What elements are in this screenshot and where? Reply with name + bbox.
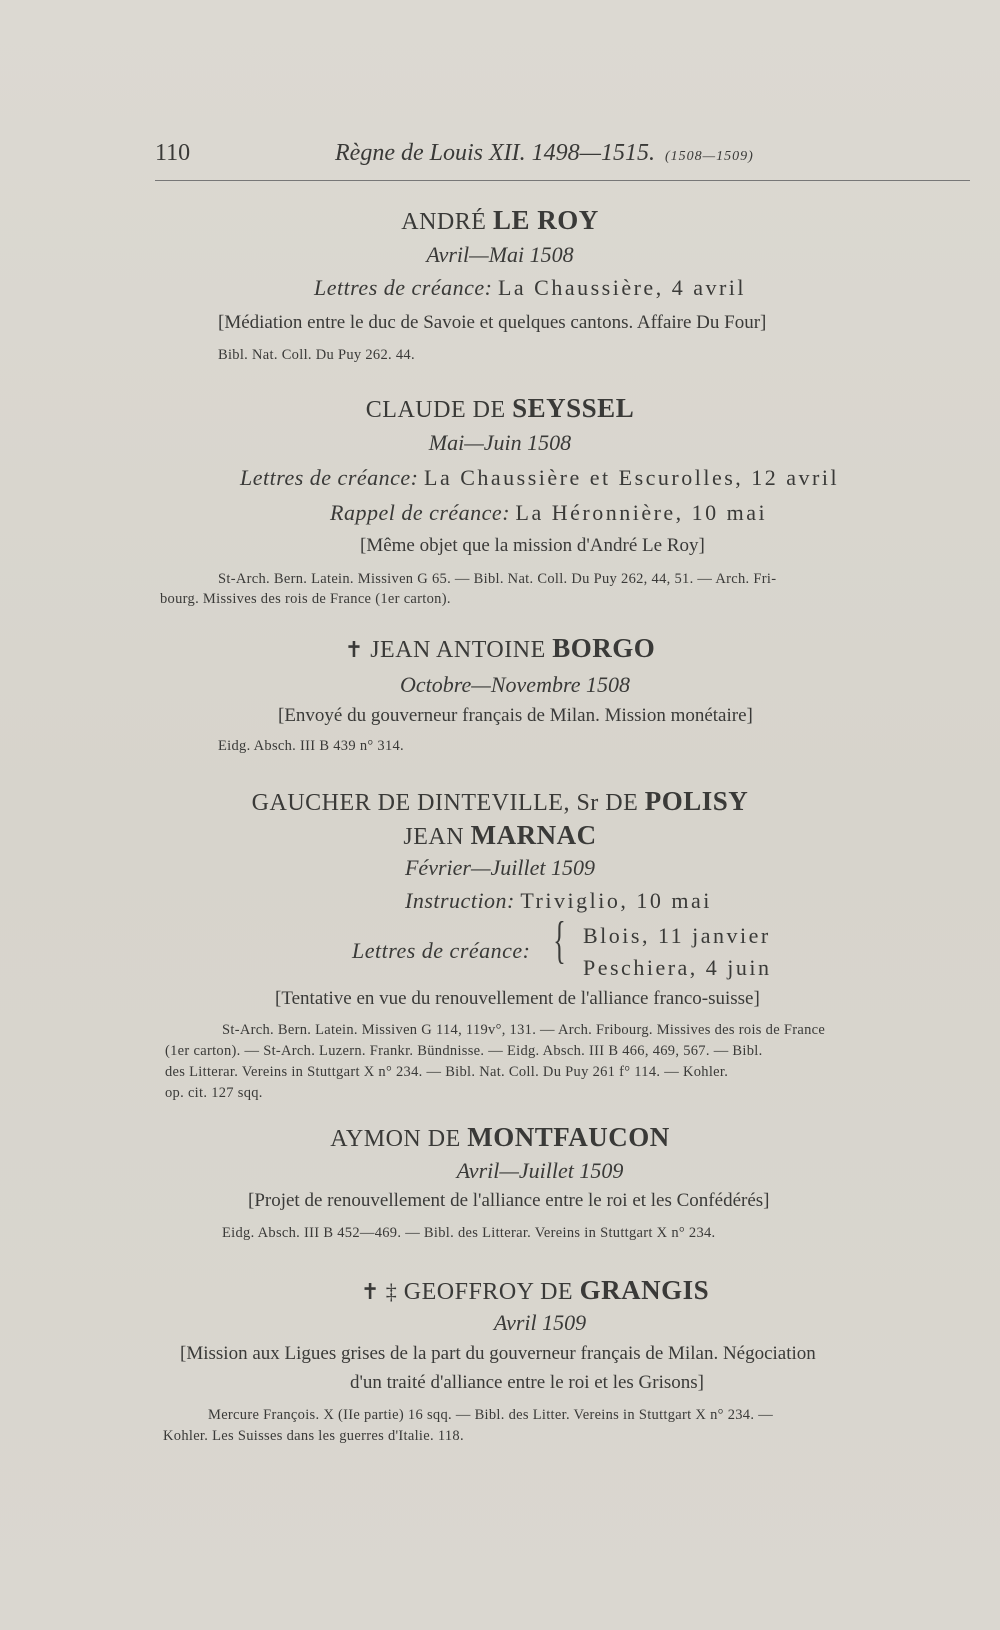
credentials-value: Blois, 11 janvier [583, 923, 771, 948]
source-reference: op. cit. 127 sqq. [165, 1085, 263, 1101]
entry-period: Octobre—Novembre 1508 [400, 672, 630, 697]
source-reference: (1er carton). — St-Arch. Luzern. Frankr. Bündnisse. — Eidg. Absch. III B 466, 469, 567. — Bibl. [165, 1043, 763, 1059]
running-header [155, 140, 970, 181]
mission-note: [Projet de renouvellement de l'alliance entre le roi et les Confédérés] [248, 1190, 770, 1211]
mission-note: [Même objet que la mission d'André Le Roy] [360, 535, 705, 556]
entry-name: AYMON DE MONTFAUCON [330, 1122, 670, 1152]
source-reference: St-Arch. Bern. Latein. Missiven G 65. — Bibl. Nat. Coll. Du Puy 262, 44, 51. — Arch. Fri- [218, 571, 777, 587]
credentials-line: Lettres de créance: La Chaussière et Escurolles, 12 avril [240, 465, 840, 490]
entry-period: Février—Juillet 1509 [404, 855, 595, 880]
deceased-cross-icon: ✝ ‡ [360, 1279, 398, 1304]
source-reference: Bibl. Nat. Coll. Du Puy 262. 44. [218, 347, 415, 363]
entry-period: Avril 1509 [493, 1310, 587, 1335]
credentials-line: Lettres de créance: La Chaussière, 4 avril [313, 275, 747, 300]
entry-period: Mai—Juin 1508 [428, 430, 572, 455]
running-title: Règne de Louis XII. 1498—1515. (1508—1509) [335, 140, 754, 166]
recall-line: Rappel de créance: La Héronnière, 10 mai [330, 500, 768, 525]
source-reference: Kohler. Les Suisses dans les guerres d'Italie. 118. [163, 1428, 464, 1444]
entry-name: ANDRÉ LE ROY [401, 205, 599, 235]
entry-name-second: JEAN MARNAC [403, 820, 597, 850]
entry-period: Avril—Juillet 1509 [456, 1158, 624, 1183]
source-reference: Mercure François. X (IIe partie) 16 sqq. — Bibl. des Litter. Vereins in Stuttgart X n° 234. — [208, 1407, 773, 1423]
credentials-value: Peschiera, 4 juin [583, 955, 772, 980]
running-dates: (1508—1509) [664, 149, 754, 164]
entry-period: Avril—Mai 1508 [426, 242, 574, 267]
page-number: 110 [155, 140, 191, 166]
mission-note: [Envoyé du gouverneur français de Milan. Mission monétaire] [278, 705, 753, 726]
mission-note: [Mission aux Ligues grises de la part du gouverneur français de Milan. Négociation [180, 1343, 816, 1364]
source-reference: des Litterar. Vereins in Stuttgart X n° 234. — Bibl. Nat. Coll. Du Puy 261 f° 114. — Kohler. [165, 1064, 729, 1080]
source-reference: Eidg. Absch. III B 452—469. — Bibl. des Litterar. Vereins in Stuttgart X n° 234. [222, 1225, 716, 1241]
source-reference: St-Arch. Bern. Latein. Missiven G 114, 119v°, 131. — Arch. Fribourg. Missives des rois de France [222, 1022, 826, 1038]
entry-name: GAUCHER DE DINTEVILLE, Sr DE POLISY [251, 786, 749, 816]
credentials-label: Lettres de créance: [352, 938, 531, 963]
entry-name: ✝ JEAN ANTOINE BORGO [344, 633, 656, 663]
brace-icon: { [553, 912, 566, 969]
entry-name: CLAUDE DE SEYSSEL [365, 393, 635, 423]
instruction-line: Instruction: Triviglio, 10 mai [405, 888, 712, 913]
source-reference: Eidg. Absch. III B 439 n° 314. [218, 738, 404, 754]
mission-note: [Tentative en vue du renouvellement de l'alliance franco-suisse] [275, 988, 760, 1009]
deceased-cross-icon: ✝ [344, 637, 364, 662]
mission-note: d'un traité d'alliance entre le roi et les Grisons] [350, 1372, 704, 1393]
source-reference: bourg. Missives des rois de France (1er carton). [160, 591, 451, 607]
entry-name: ✝ ‡ GEOFFROY DE GRANGIS [360, 1275, 710, 1305]
mission-note: [Médiation entre le duc de Savoie et quelques cantons. Affaire Du Four] [218, 312, 767, 333]
